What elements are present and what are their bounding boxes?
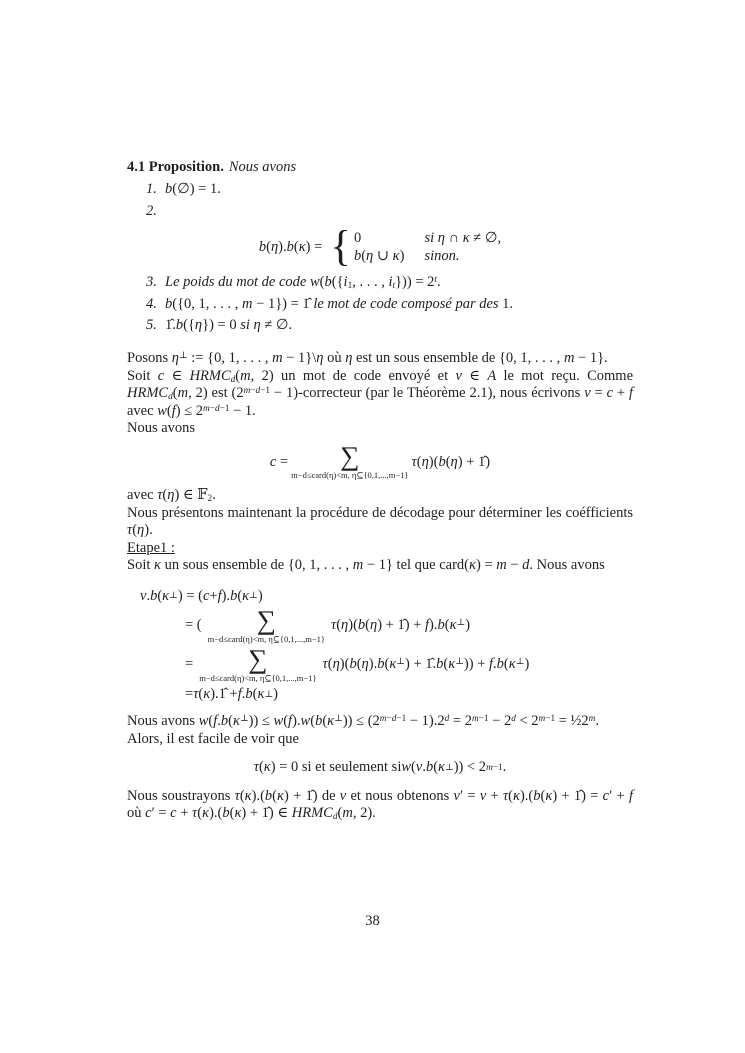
- paragraph-nous-presentons: Nous présentons maintenant la procédure de décodage pour déterminer les coéfficients τ(η).: [127, 504, 633, 539]
- summation-limits: m−d≤card(η)<m, η⊆{0,1,...,m−1}: [207, 633, 325, 644]
- sigma-glyph: ∑: [340, 441, 360, 472]
- list-item-5: [127, 317, 633, 334]
- list-item-3-text: Le poids du mot de code $w(b(\{i_1$, . . . , $i_t\})) = 2^t$.: [165, 274, 441, 292]
- list-item-5-text: 1̂.b({η}) = 0 si η ≠ ∅.: [165, 317, 293, 334]
- section-intro: Nous avons: [228, 159, 297, 175]
- cases-grid: [354, 229, 501, 266]
- list-item-1-text: b(∅) = 1.: [165, 181, 221, 198]
- section-heading: [127, 159, 633, 176]
- derivation-line-3-suffix: τ(η)(b(η).b(κ⊥) + 1̂.b(κ⊥)) + f.b(κ⊥): [322, 656, 530, 673]
- left-brace-glyph: {: [330, 223, 351, 271]
- list-item-2: [127, 203, 633, 220]
- paragraph-nous-avons: Nous avons: [127, 420, 196, 437]
- list-item-3: [127, 274, 633, 291]
- list-item-4-text: b({0, 1, . . . , m − 1}) = 1̂ le mot de code composé par des 1.: [165, 295, 514, 312]
- cases-equation-lhs: b(η).b(κ) =: [258, 238, 323, 255]
- page-content: [127, 159, 633, 822]
- summation-operator: [199, 643, 317, 683]
- sigma-glyph: ∑: [248, 643, 268, 674]
- derivation-line-2: [127, 604, 633, 644]
- sum-equation-lhs: c =: [269, 453, 289, 470]
- paragraph-nous-avons-w: Nous avons $w(f.b(\kappa^\perp)) \le w(f).w(b(\kappa^\perp)) \le (2^{m-d-1} - 1).2^d = 2^{m-1} - 2^d < 2^{m-1}$ = $\frac{1}{2}2^m$.: [127, 713, 599, 730]
- summation-limits: m−d≤card(η)<m, η⊆{0,1,...,m−1}: [291, 470, 409, 481]
- derivation-line-1: v . b ( κ ⊥ ) = ( c + f ). b ( κ ⊥ ): [140, 587, 263, 604]
- paragraph-soit-c: Soit c ∈ $HRMC_d(m$, 2) un mot de code envoyé et v ∈ A le mot reçu. Comme $HRMC_d(m$, 2) est ($2^{m-d-1}$ − 1)-correcteur (par le Théorème 2.1), nous écrivons v = c + f avec $w(f) \le 2^{m-d-1} - 1$.: [127, 367, 634, 419]
- paragraph-nous-soustrayons: Nous soustrayons τ(κ).(b(κ) + 1̂) de v et nous obtenons v′ = v + τ(κ).(b(κ) + 1̂) = c′ + f où c′ = c + τ(κ).(b(κ) + 1̂) ∈ $HRMC_d(m$, 2).: [127, 787, 633, 822]
- derivation-line-3-prefix: =: [185, 656, 194, 673]
- case-2-condition: sinon.: [424, 248, 460, 265]
- tau-condition-equation: τ ( κ ) = 0 si et seulement si w ( v . b ( κ ⊥ )) < 2 m−1 .: [253, 759, 507, 776]
- derivation-block: [127, 588, 633, 704]
- summation-operator: [291, 441, 409, 481]
- derivation-line-4: = τ ( κ ).1̂ + f . b ( κ ⊥ ): [185, 685, 278, 702]
- section-title: 4.1 Proposition.: [127, 159, 224, 175]
- sum-equation-rhs: τ(η)(b(η) + 1̂): [411, 453, 491, 470]
- sigma-glyph: ∑: [256, 604, 276, 635]
- step-label: [127, 540, 633, 557]
- list-item-1: [127, 181, 633, 198]
- cases-equation: [127, 223, 633, 271]
- summation-operator: [207, 604, 325, 644]
- list-item-3-label: 3.: [146, 274, 157, 291]
- list-item-4: [127, 296, 633, 313]
- list-item-1-label: 1.: [146, 181, 157, 198]
- derivation-line-2-suffix: τ(η)(b(η) + 1̂) + f).b(κ⊥): [330, 617, 471, 634]
- paragraph-posons: Posons η⊥ := {0, 1, . . . , m − 1}\η où η est un sous ensemble de {0, 1, . . . , m − 1}.: [127, 350, 608, 367]
- paragraph-soit-kappa: Soit κ un sous ensemble de {0, 1, . . . , m − 1} tel que card(κ) = m − d. Nous avons: [127, 557, 605, 574]
- case-1-condition: si η ∩ κ ≠ ∅,: [424, 229, 502, 246]
- list-item-2-label: 2.: [146, 202, 157, 219]
- paragraph-alors: Alors, il est facile de voir que: [127, 730, 299, 747]
- list-item-4-label: 4.: [146, 295, 157, 312]
- sum-equation: [127, 441, 633, 481]
- page-number: 38: [365, 913, 380, 929]
- case-2-value: b(η ∪ κ): [353, 248, 405, 265]
- list-item-5-label: 5.: [146, 317, 157, 334]
- step-label-text: Etape1 :: [127, 539, 175, 556]
- summation-limits: m−d≤card(η)<m, η⊆{0,1,...,m−1}: [199, 672, 317, 683]
- derivation-line-3: [127, 643, 633, 683]
- derivation-line-2-prefix: = (: [185, 617, 202, 634]
- paragraph-avec-tau: avec τ(η) ∈ 𝔽$_2$.: [127, 487, 216, 505]
- case-1-value: 0: [353, 229, 362, 246]
